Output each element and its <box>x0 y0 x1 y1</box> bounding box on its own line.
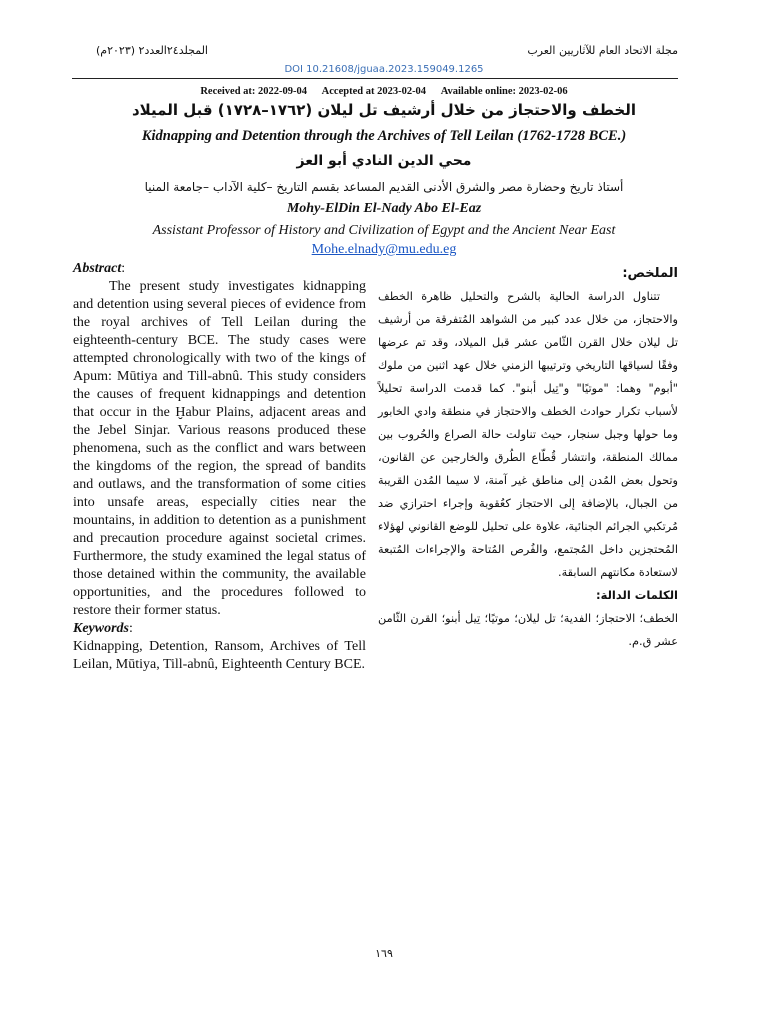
affiliation-english: Assistant Professor of History and Civilization of Egypt and the Ancient Near East <box>152 223 616 238</box>
header-rule <box>72 78 678 79</box>
received-date: Received at: 2022-09-04 <box>200 86 308 97</box>
keywords-body: Kidnapping, Detention, Ransom, Archives of Tell Leilan, Mūtiya, Till-abnû, Eighteenth Century BCE. <box>73 639 366 672</box>
accepted-date: Accepted at 2023-02-04 <box>321 86 427 97</box>
abstract-heading: Abstract <box>73 261 122 276</box>
author-english: Mohy-ElDin El-Nady Abo El-Eaz <box>286 201 482 216</box>
title-arabic: الخطف والاحتجاز من خلال أرشيف تل ليلان (١٧٦٢–١٧٢٨) قبل الميلاد <box>131 101 637 119</box>
page-number: ١٦٩ <box>375 947 393 960</box>
abstract-arabic <box>378 262 678 653</box>
author-arabic: محي الدين النادي أبو العز <box>296 153 472 169</box>
abstract-english: Abstract: The present study investigates kidnapping and detention using several pieces of evidence from the royal archives of Tell Leilan during the eighteenth-century BCE. The study cases were attempted chronologically with two of the kings of Apum: Mūtiya and Till-abnû. This study considers the causes of frequent kidnappings and detention that occur in the Ḫabur Plains, adjacent areas and the Jebel Sinjar. Various reasons produced these phenomena, such as the conflict and wars between the kingdoms of the region, the spread of bandits and outlaws, and the transformation of some cities into unsafe areas, especially cities near the mountains, in addition to detention as a punishment and precaution procedure against societal crimes. Furthermore, the study examined the legal status of those detained within the community, the available opportunities, and the procedures followed to restore their former status. Keywords: Kidnapping, Detention, Ransom, Archives of Tell Leilan, Mūtiya, Till-abnû, Eighteenth Century BCE. <box>73 261 366 672</box>
doi-link[interactable]: DOI 10.21608/jguaa.2023.159049.1265 <box>284 64 484 75</box>
author-email-link[interactable]: Mohe.elnady@mu.edu.eg <box>311 242 457 257</box>
online-date: Available online: 2023-02-06 <box>440 86 568 97</box>
journal-volume: المجلد٢٤العدد٢ (٢٠٢٣م) <box>96 44 208 57</box>
keywords-heading-arabic: الكلمات الدالة: <box>596 588 678 602</box>
keywords-body-arabic: الخطف؛ الاحتجاز؛ الفدية؛ تل ليلان؛ موتيًا؛ تِيل أبنو؛ القرن الثّامن عشر ق.م. <box>378 612 678 648</box>
abstract-body: The present study investigates kidnapping and detention using several pieces of evidence from the royal archives of Tell Leilan during the eighteenth-century BCE. The study cases were attempted chronologically with two of the kings of Apum: Mūtiya and Till-abnû. This study considers the causes of frequent kidnappings and detention that occur in the Ḫabur Plains, adjacent areas and the Jebel Sinjar. Various reasons produced these phenomena, such as the conflict and wars between the kingdoms of the region, the spread of bandits and outlaws, and the transformation of some cities into unsafe areas, especially cities near the mountains, in addition to detention as a punishment and precaution procedure against societal crimes. Furthermore, the study examined the legal status of those detained within the community, the available opportunities, and the procedures followed to restore their former status. <box>73 279 366 618</box>
abstract-body-arabic: تتناول الدراسة الحالية بالشرح والتحليل ظاهرة الخطف والاحتجاز، من خلال عدد كبير من الشواهد المُتفرقة من أرشيف تل ليلان خلال القرن الثّامن عشر قبل الميلاد، وقد تم عرضها وفقًا لسياقها التاريخي وترتيبها الزمني خلال عهد اثنين من ملوك "أبوم" وهما: "موتيًا" و"تِيل أبنو". كما قدمت الدراسة تحليلاً لأسباب تكرار حوادث الخطف والاحتجاز في منطقة وادي الخابور وما حولها وجبل سنجار، حيث تناولت حالة الصراع والحُروب بين ممالك المنطقة، وانتشار قُطّاع الطُرق والخارجين عن القانون، وتحول بعض المُدن إلى مناطق غير آمنة، لا سيما المُدن القريبة من الجبال، بالإضافة إلى الاحتجاز كعُقوبة وإجراء احترازي ضد مُرتكبي الجرائم الجنائية، علاوة على تحليل للوضع القانوني لهؤلاء المُحتجزين داخل المُجتمع، والفُرص المُتاحة والإجراءات المُتبعة لاستعادة مكانتهم السابقة. <box>378 290 678 579</box>
keywords-heading: Keywords <box>73 621 129 636</box>
abstract-heading-arabic: الملخص: <box>622 266 678 281</box>
affiliation-arabic: أستاذ تاريخ وحضارة مصر والشرق الأدنى القديم المساعد بقسم التاريخ –كلية الآداب –جامعة المنيا <box>144 180 624 194</box>
journal-name: مجلة الاتحاد العام للآثاريين العرب <box>527 44 678 57</box>
publication-dates <box>0 86 768 97</box>
title-english: Kidnapping and Detention through the Archives of Tell Leilan (1762-1728 BCE.) <box>141 128 627 144</box>
